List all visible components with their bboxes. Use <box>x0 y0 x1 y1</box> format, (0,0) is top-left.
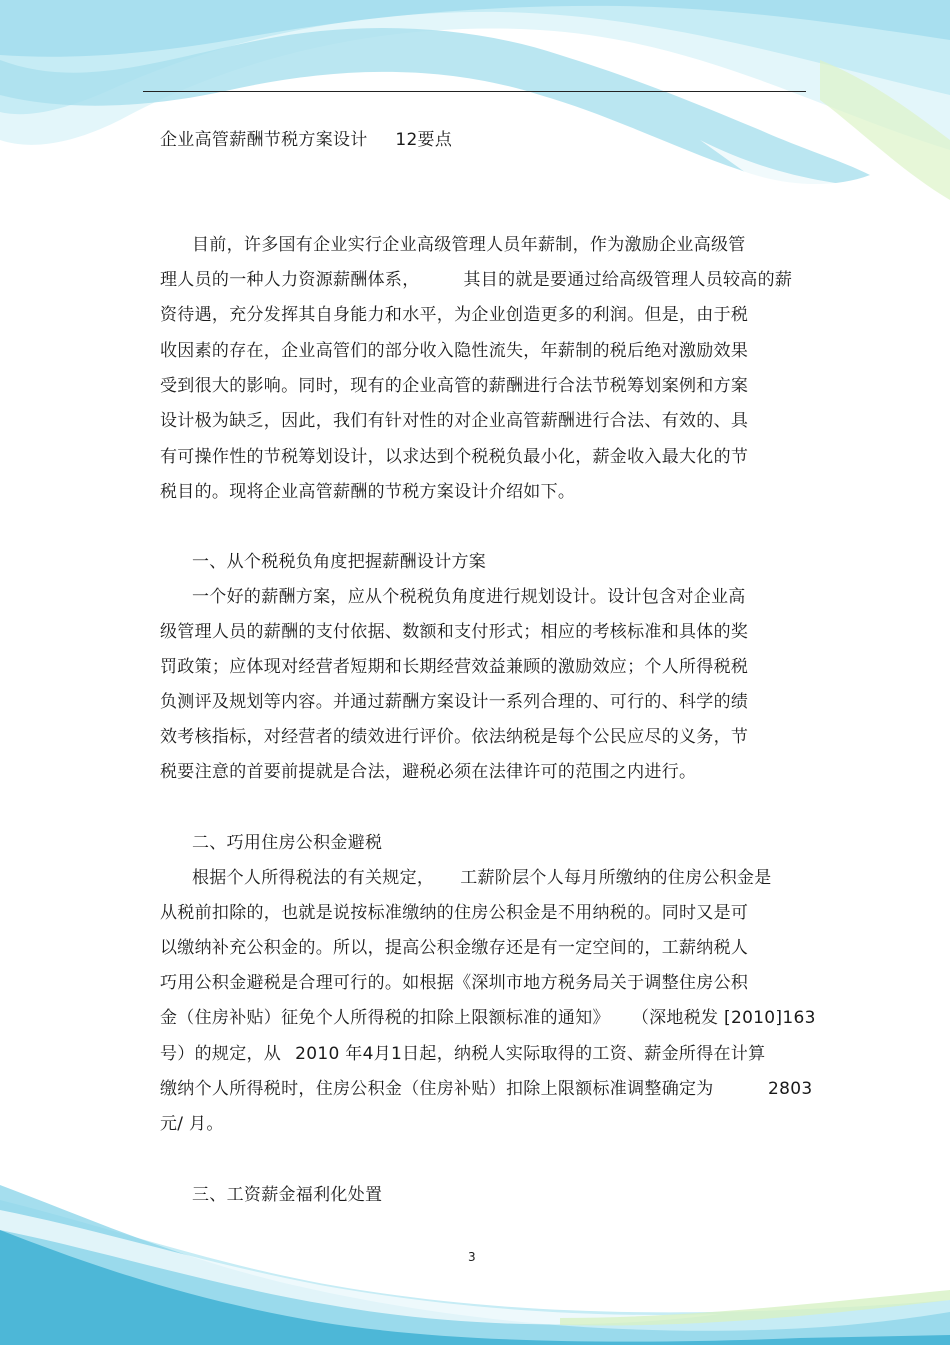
section2-line: 缴纳个人所得税时，住房公积金（住房补贴）扣除上限额标准调整确定为 <box>160 1079 714 1099</box>
title-suffix: 12要点 <box>395 130 453 150</box>
section2-line: 巧用公积金避税是合理可行的。如根据《深圳市地方税务局关于调整住房公积 <box>160 973 749 993</box>
section1-line: 一个好的薪酬方案，应从个税税负角度进行规划设计。设计包含对企业高 <box>192 587 746 607</box>
section1-line: 税要注意的首要前提就是合法，避税必须在法律许可的范围之内进行。 <box>160 762 697 782</box>
section-heading: 二、巧用住房公积金避税 <box>192 833 383 853</box>
section2-line <box>192 867 772 889</box>
section2-line-amount: 2803 <box>768 1079 813 1099</box>
section2-line <box>160 1007 816 1029</box>
header-rule <box>143 91 806 92</box>
section2-line <box>160 1043 765 1065</box>
section1-line: 负测评及规划等内容。并通过薪酬方案设计一系列合理的、可行的、科学的绩 <box>160 692 749 712</box>
section1-line: 级管理人员的薪酬的支付依据、数额和支付形式；相应的考核标准和具体的奖 <box>160 622 749 642</box>
intro-line: 资待遇，充分发挥其自身能力和水平，为企业创造更多的利润。但是，由于税 <box>160 305 749 325</box>
section2-line: 元/ 月。 <box>160 1114 224 1134</box>
intro-line: 受到很大的影响。同时，现有的企业高管的薪酬进行合法节税筹划案例和方案 <box>160 376 749 396</box>
document-title <box>160 129 452 151</box>
intro-line-part: 理人员的一种人力资源薪酬体系， <box>160 270 420 290</box>
section-heading: 一、从个税税负角度把握薪酬设计方案 <box>192 552 487 572</box>
section2-line-part: 根据个人所得税法的有关规定， <box>192 868 435 888</box>
intro-line: 收因素的存在，企业高管们的部分收入隐性流失，年薪制的税后绝对激励效果 <box>160 341 749 361</box>
intro-line: 有可操作性的节税筹划设计，以求达到个税税负最小化，薪金收入最大化的节 <box>160 447 749 467</box>
section2-line: 从税前扣除的，也就是说按标准缴纳的住房公积金是不用纳税的。同时又是可 <box>160 903 749 923</box>
section-heading: 三、工资薪金福利化处置 <box>192 1185 383 1205</box>
intro-line: 设计极为缺乏，因此，我们有针对性的对企业高管薪酬进行合法、有效的、具 <box>160 411 749 431</box>
section1-line: 效考核指标，对经营者的绩效进行评价。依法纳税是每个公民应尽的义务，节 <box>160 727 749 747</box>
intro-line-part: 其目的就是要通过给高级管理人员较高的薪 <box>463 270 793 290</box>
section2-line-part: （深地税发 [2010]163 <box>631 1008 816 1028</box>
intro-line: 目前，许多国有企业实行企业高级管理人员年薪制，作为激励企业高级管 <box>192 235 746 255</box>
section1-line: 罚政策；应体现对经营者短期和长期经营效益兼顾的激励效应；个人所得税税 <box>160 657 749 677</box>
section2-line-part: 号）的规定，从 <box>160 1044 282 1064</box>
title-text: 企业高管薪酬节税方案设计 <box>160 130 368 150</box>
intro-line <box>160 269 792 291</box>
section2-line: 以缴纳补充公积金的。所以，提高公积金缴存还是有一定空间的，工薪纳税人 <box>160 938 749 958</box>
page-number: 3 <box>468 1250 476 1264</box>
section2-line-part: 2010 年4月1日起，纳税人实际取得的工资、薪金所得在计算 <box>295 1044 766 1064</box>
intro-line: 税目的。现将企业高管薪酬的节税方案设计介绍如下。 <box>160 482 576 502</box>
section2-line-part: 金（住房补贴）征免个人所得税的扣除上限额标准的通知》 <box>160 1008 610 1028</box>
section2-line-part: 工薪阶层个人每月所缴纳的住房公积金是 <box>460 868 772 888</box>
